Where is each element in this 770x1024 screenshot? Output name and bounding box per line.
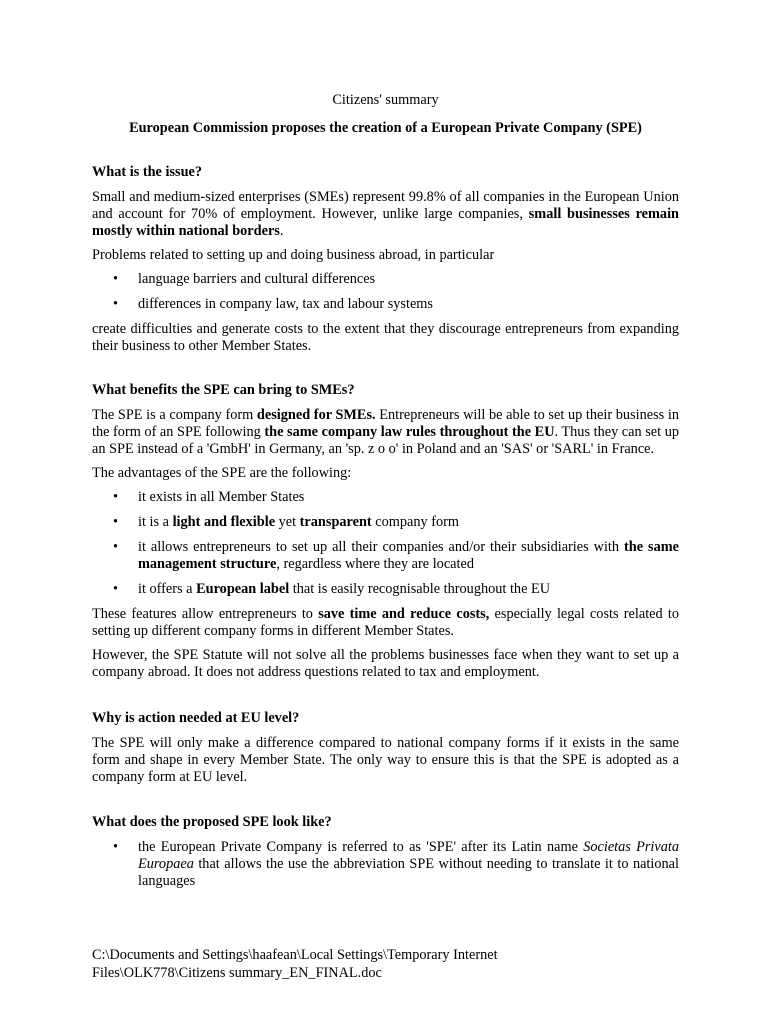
- bullet-icon: •: [113, 271, 119, 287]
- document-subtitle: European Commission proposes the creation of a European Private Company (SPE): [129, 120, 642, 136]
- list-item: • it is a light and flexible yet transparent company form: [113, 514, 460, 530]
- benefits-paragraph-1: The SPE is a company form designed for SMEs. Entrepreneurs will be able to set up their business in the form of an SPE following the same company law rules throughout the EU. Thus they can set up an SPE instead of a 'GmbH' in Germany, an 'sp. z o o' in Poland and an 'SAS' or 'SARL' in France.: [92, 407, 680, 457]
- file-path-footer: [92, 946, 679, 982]
- list-item: • differences in company law, tax and labour systems: [113, 296, 433, 312]
- list-item: • the European Private Company is referred to as 'SPE' after its Latin name Societas Privata Europaea that allows the use the abbreviation SPE without needing to translate it to national languages: [113, 839, 679, 889]
- benefits-bullet-list: [92, 489, 679, 598]
- bullet-icon: •: [113, 514, 119, 530]
- footer-line-1: C:\Documents and Settings\haafean\Local Settings\Temporary Internet: [92, 947, 498, 963]
- footer-line-2: Files\OLK778\Citizens summary_EN_FINAL.doc: [92, 965, 382, 981]
- list-item: • it allows entrepreneurs to set up all their companies and/or their subsidiaries with the same management structure, regardless where they are located: [113, 539, 679, 572]
- proposal-bullet-list: [92, 839, 679, 890]
- issue-paragraph-2: Problems related to setting up and doing business abroad, in particular: [92, 247, 495, 263]
- list-item: • language barriers and cultural differences: [113, 271, 376, 287]
- bullet-icon: •: [113, 839, 119, 855]
- benefits-paragraph-3: These features allow entrepreneurs to save time and reduce costs, especially legal costs related to setting up different company forms in different Member States.: [92, 606, 680, 639]
- bullet-icon: •: [113, 489, 119, 505]
- issue-paragraph-1: Small and medium-sized enterprises (SMEs) represent 99.8% of all companies in the European Union and account for 70% of employment. However, unlike large companies, small businesses remain mostly within national borders.: [92, 189, 679, 239]
- issue-bullet-list: [92, 271, 679, 313]
- bullet-icon: •: [113, 539, 119, 555]
- benefits-paragraph-2: The advantages of the SPE are the following:: [92, 465, 352, 481]
- benefits-paragraph-4: However, the SPE Statute will not solve all the problems businesses face when they want to set up a company abroad. It does not address questions related to tax and employment.: [92, 647, 679, 680]
- action-paragraph-1: The SPE will only make a difference compared to national company forms if it exists in the same form and shape in every Member State. The only way to ensure this is that the SPE is adopted as a company form at EU level.: [92, 735, 679, 785]
- bullet-icon: •: [113, 296, 119, 312]
- section-heading-benefits: What benefits the SPE can bring to SMEs?: [92, 382, 355, 398]
- issue-paragraph-3: create difficulties and generate costs to the extent that they discourage entrepreneurs from expanding their business to other Member States.: [92, 321, 679, 354]
- bullet-icon: •: [113, 581, 119, 597]
- section-heading-issue: What is the issue?: [92, 164, 203, 180]
- document-page: [92, 92, 679, 898]
- document-title: Citizens' summary: [332, 92, 439, 108]
- section-heading-action: Why is action needed at EU level?: [92, 710, 300, 726]
- section-heading-proposal: What does the proposed SPE look like?: [92, 814, 332, 830]
- list-item: • it exists in all Member States: [113, 489, 305, 505]
- list-item: • it offers a European label that is easily recognisable throughout the EU: [113, 581, 551, 597]
